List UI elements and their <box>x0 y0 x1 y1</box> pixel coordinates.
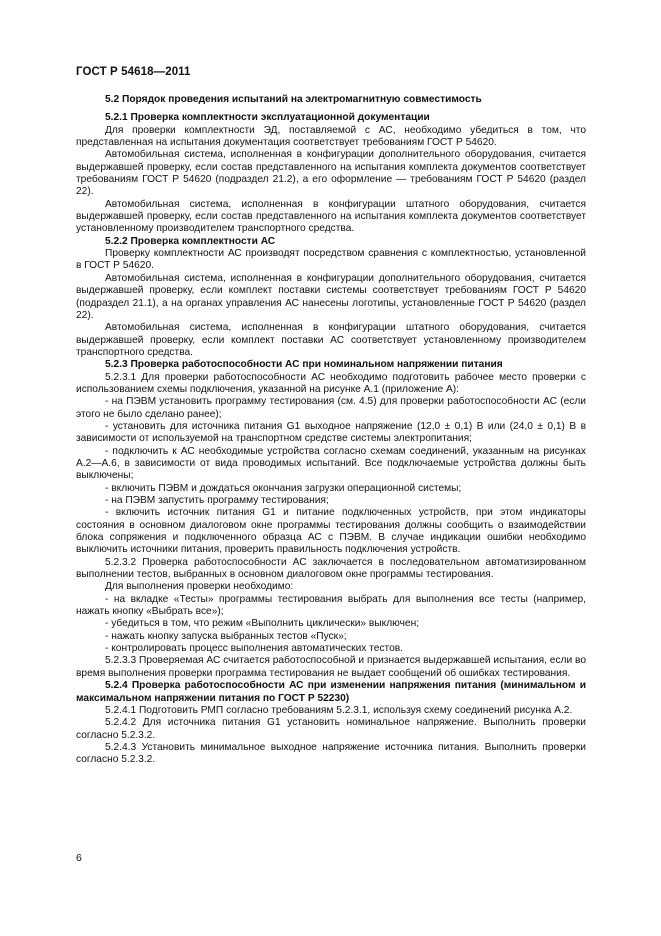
list-item: - на вкладке «Тесты» программы тестирования выбрать для выполнения все тесты (например, нажать кнопку «Выбрать все»); <box>76 593 586 618</box>
subsection-heading: 5.2.3 Проверка работоспособности АС при номинальном напряжении питания <box>105 359 503 371</box>
paragraph: Проверку комплектности АС производят посредством сравнения с комплектностью, установленной в ГОСТ Р 54620. <box>76 248 586 272</box>
list-item: - убедиться в том, что режим «Выполнить циклически» выключен; <box>105 618 420 630</box>
paragraph: 5.2.4.1 Подготовить РМП согласно требованиям 5.2.3.1, используя схему соединений рисунка А.2. <box>105 704 573 716</box>
paragraph: Автомобильная система, исполненная в конфигурации штатного оборудования, считается выдержавшей проверку, если комплект поставки АС соответствует установленному производителем транспортного средства. <box>76 322 586 358</box>
subsection-heading: 5.2.2 Проверка комплектности АС <box>105 235 276 247</box>
list-item: - включить источник питания G1 и питание подключенных устройств, при этом индикаторы состояния в основном диалоговом окне программы тестирования должны сообщить о взаимодействии блока сопряжения и подключенного образца АС с ПЭВМ. В случае индикации ошибки необходимо выключить источники питания, проверить правильность подключения устройств. <box>76 507 586 556</box>
subsection-heading: 5.2.1 Проверка комплектности эксплуатационной документации <box>105 112 430 124</box>
paragraph: Автомобильная система, исполненная в конфигурации дополнительного оборудования, считается выдержавшей проверку, если комплект поставки системы соответствует требованиям ГОСТ Р 54620 (подраздел 21.1), а на органах управления АС нанесены логотипы, установленные ГОСТ Р 54620 (раздел 22). <box>76 272 586 321</box>
list-item: - установить для источника питания G1 выходное напряжение (12,0 ± 0,1) В или (24,0 ± 0,1) В в зависимости от используемой на транспортном средстве системы электропитания; <box>76 420 586 445</box>
paragraph: 5.2.3.2 Проверка работоспособности АС заключается в последовательном автоматизированном выполнении тестов, выбранных в основном диалоговом окне программы тестирования. <box>76 556 586 581</box>
page-number: 6 <box>76 852 82 864</box>
list-item: - на ПЭВМ установить программу тестирования (см. 4.5) для проверки работоспособности АС (если этого не было сделано ранее); <box>76 396 586 420</box>
document-body <box>76 94 586 767</box>
paragraph: Автомобильная система, исполненная в конфигурации дополнительного оборудования, считается выдержавшей проверку, если состав представленного на испытания комплекта документов соответствует требованиям ГОСТ Р 54620 (подраздел 21.2), а его оформление — требованиям ГОСТ Р 54620 (раздел 22). <box>76 149 586 198</box>
list-item: - нажать кнопку запуска выбранных тестов «Пуск»; <box>105 630 347 642</box>
paragraph: Автомобильная система, исполненная в конфигурации штатного оборудования, считается выдержавшей проверку, если состав представленного на испытания комплекта документов соответствует установленному производителем транспортного средства. <box>76 198 586 235</box>
paragraph: Для выполнения проверки необходимо: <box>105 581 294 593</box>
paragraph: 5.2.3.3 Проверяемая АС считается работоспособной и признается выдержавшей испытания, если во время выполнения проверки программа тестирования не выдает сообщений об ошибках тестирования. <box>76 655 586 679</box>
list-item: - включить ПЭВМ и дождаться окончания загрузки операционной системы; <box>105 482 462 494</box>
list-item: - на ПЭВМ запустить программу тестирования; <box>105 495 329 506</box>
paragraph: 5.2.4.2 Для источника питания G1 установить номинальное напряжение. Выполнить проверки согласно 5.2.3.2. <box>76 717 586 741</box>
paragraph: Для проверки комплектности ЭД, поставляемой с АС, необходимо убедиться в том, что представленная на испытания документация соответствует требованиям ГОСТ Р 54620. <box>76 124 586 149</box>
document-header: ГОСТ Р 54618—2011 <box>76 66 191 78</box>
list-item: - подключить к АС необходимые устройства согласно схемам соединений, указанным на рисунках А.2—А.6, в зависимости от вида проводимых испытаний. Все подключаемые устройства должны быть выключены; <box>76 445 586 482</box>
section-heading: 5.2 Порядок проведения испытаний на электромагнитную совместимость <box>105 94 482 105</box>
list-item: - контролировать процесс выполнения автоматических тестов. <box>105 643 403 655</box>
subsection-heading: 5.2.4 Проверка работоспособности АС при изменении напряжения питания (минимальном и максимальном напряжении питания по ГОСТ Р 52230) <box>76 680 586 704</box>
paragraph: 5.2.3.1 Для проверки работоспособности АС необходимо подготовить рабочее место проверки с использованием схемы подключения, указанной на рисунке А.1 (приложение А): <box>76 371 586 395</box>
paragraph: 5.2.4.3 Установить минимальное выходное напряжение источника питания. Выполнить проверки согласно 5.2.3.2. <box>76 741 586 766</box>
